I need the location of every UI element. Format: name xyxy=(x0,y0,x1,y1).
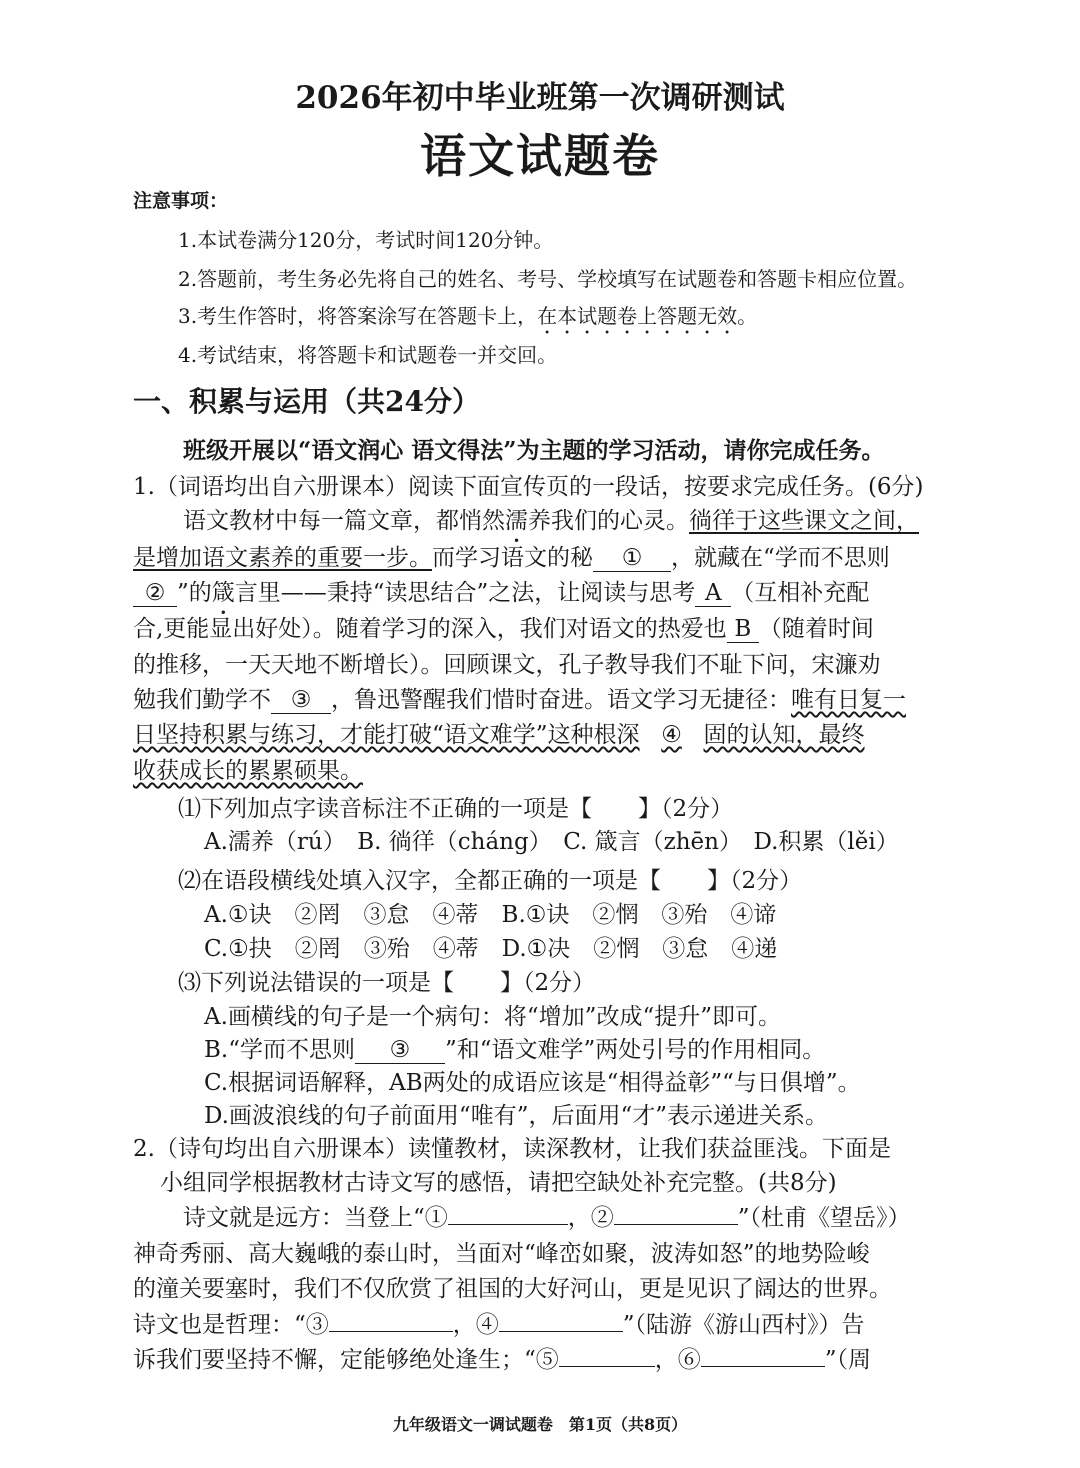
question-2-stem-line-2: 小组同学根据教材古诗文写的感悟，请把空缺处补充完整。(共8分) xyxy=(160,1170,837,1196)
q1-sub3-option-A: A.画横线的句子是一个病句：将“增加”改成“提升”即可。 xyxy=(204,1004,781,1030)
text: 言里——秉持“读思结合”之法，让阅读与思考 xyxy=(234,580,696,606)
question-1-stem: 1.（词语均出自六册课本）阅读下面宣传页的一段话，按要求完成任务。(6分) xyxy=(133,474,924,500)
answer-blank-6[interactable] xyxy=(701,1366,825,1367)
underlined-sentence: 是增加语文素养的重要一步。 xyxy=(133,545,432,571)
q1-sub3-option-C: C.根据词语解释，AB两处的成语应该是“相得益彰”“与日俱增”。 xyxy=(204,1070,861,1096)
text: 诗文就是远方：当登上“① xyxy=(183,1205,448,1231)
note-item-4: 4.考试结束，将答题卡和试题卷一并交回。 xyxy=(178,343,558,367)
q2-line-2: 神奇秀丽、高大巍峨的泰山时，当面对“峰峦如聚，波涛如怒”的地势险峻 xyxy=(133,1241,870,1267)
text: （互相补充配 xyxy=(731,580,870,606)
notes-heading: 注意事项： xyxy=(133,190,229,212)
note-item-3 xyxy=(178,300,757,339)
blank-2: ② xyxy=(133,580,177,607)
q1-passage-line-2 xyxy=(133,539,890,572)
note-item-3-emphasis: 在本试题卷上答题无效 xyxy=(537,304,738,328)
q1-passage-line-5: 的推移，一天天地不断增长）。回顾课文，孔子教导我们不耻下问，宋濂劝 xyxy=(133,652,881,678)
text: ，② xyxy=(567,1205,614,1231)
q1-passage-line-7 xyxy=(133,716,865,749)
exam-title: 2026年初中毕业班第一次调研测试 xyxy=(295,80,785,116)
text: ，就藏在“学而不思则 xyxy=(671,545,890,571)
q1-sub3-option-D: D.画波浪线的句子前面用“唯有”，后面用“才”表示递进关系。 xyxy=(204,1103,828,1129)
text: 语文教材中每一篇文章，都悄然 xyxy=(183,508,505,534)
note-item-2: 2.答题前，考生务必先将自己的姓名、考号、学校填写在试题卷和答题卡相应位置。 xyxy=(178,267,918,291)
note-item-3-end: 。 xyxy=(737,304,758,328)
q2-line-3: 的潼关要塞时，我们不仅欣赏了祖国的大好河山，更是见识了阔达的世界。 xyxy=(133,1276,892,1302)
q1-sub3-stem: ⑶下列说法错误的一项是【 】（2分） xyxy=(178,970,596,996)
q1-passage-line-6 xyxy=(133,681,906,714)
blank-B: B xyxy=(727,616,759,643)
wavy-sentence: 固的认知，最终 xyxy=(703,722,865,748)
q1-sub2-options-row-2: C.①抉 ②罔 ③殆 ④蒂 D.①决 ②惘 ③怠 ④递 xyxy=(204,936,778,962)
text: ，④ xyxy=(452,1312,499,1338)
text: ”（周 xyxy=(824,1347,872,1373)
page-footer: 九年级语文一调试题卷 第1页（共8页） xyxy=(392,1415,688,1434)
text: ，⑥ xyxy=(654,1347,701,1373)
blank-3-ref: ③ xyxy=(355,1037,445,1064)
text: （随着时间 xyxy=(758,616,874,642)
text: ”的 xyxy=(177,580,212,606)
answer-blank-3[interactable] xyxy=(329,1331,453,1332)
blank-4: ④ xyxy=(661,722,682,748)
text: 诉我们要坚持不懈，定能够绝处逢生；“⑤ xyxy=(133,1347,559,1373)
section-intro: 班级开展以“语文润心 语文得法”为主题的学习活动，请你完成任务。 xyxy=(183,437,885,464)
q1-passage-line-4 xyxy=(133,610,874,643)
q2-line-1 xyxy=(183,1199,911,1232)
q1-sub3-option-B xyxy=(204,1031,825,1064)
underlined-sentence: 徜徉于这些课文之间， xyxy=(689,508,919,534)
blank-3: ③ xyxy=(271,687,331,714)
text: 勉我们勤学不 xyxy=(133,687,271,713)
paper-subject-title: 语文试题卷 xyxy=(420,129,660,183)
text: 诗文也是哲理：“③ xyxy=(133,1312,329,1338)
note-item-3-text: 3.考生作答时，将答案涂写在答题卡上， xyxy=(178,304,538,328)
answer-blank-4[interactable] xyxy=(499,1331,623,1332)
text: ，鲁迅警醒我们惜时奋进。语文学习无捷径： xyxy=(331,687,791,713)
wavy-sentence: 收获成长的累累硕果。 xyxy=(133,758,363,784)
q1-sub1-stem: ⑴下列加点字读音标注不正确的一项是【 】（2分） xyxy=(178,796,734,822)
q1-sub2-options-row-1: A.①诀 ②罔 ③怠 ④蒂 B.①诀 ②惘 ③殆 ④谛 xyxy=(204,902,777,928)
answer-blank-2[interactable] xyxy=(614,1224,738,1225)
text: 养我们的心灵。 xyxy=(528,508,689,534)
q1-passage-line-8 xyxy=(133,752,363,785)
q1-sub2-stem: ⑵在语段横线处填入汉字，全都正确的一项是【 】（2分） xyxy=(178,868,803,894)
blank-A: A xyxy=(695,580,731,607)
text: B.“学而不思则 xyxy=(204,1037,355,1063)
q1-sub1-options: A.濡养（rú） B. 徜徉（cháng） C. 箴言（zhēn） D.积累（lěi） xyxy=(204,829,899,855)
text: 而学习语文的秘 xyxy=(432,545,593,571)
wavy-sentence: 唯有日复一 xyxy=(791,687,906,713)
dotted-char: 箴 xyxy=(211,580,235,606)
q2-line-4 xyxy=(133,1306,865,1339)
text: ”（陆游《游山西村》）告 xyxy=(622,1312,865,1338)
blank-1: ① xyxy=(593,545,671,572)
text: ”（杜甫《望岳》） xyxy=(737,1205,911,1231)
question-2-stem-line-1: 2.（诗句均出自六册课本）读懂教材，读深教材，让我们获益匪浅。下面是 xyxy=(133,1136,891,1162)
answer-blank-5[interactable] xyxy=(559,1366,655,1367)
wavy-sentence: 日坚持积累与练习，才能打破“语文难学”这种根深 xyxy=(133,722,640,748)
section-heading: 一、积累与运用（共24分） xyxy=(133,385,480,418)
text: ”和“语文难学”两处引号的作用相同。 xyxy=(444,1037,826,1063)
answer-blank-1[interactable] xyxy=(448,1224,568,1225)
q2-line-5 xyxy=(133,1341,871,1374)
dotted-char: 濡 xyxy=(505,508,528,534)
text: 合,更能显出好处）。随着学习的深入，我们对语文的热爱也 xyxy=(133,616,727,642)
note-item-1: 1.本试卷满分120分，考试时间120分钟。 xyxy=(178,228,554,252)
